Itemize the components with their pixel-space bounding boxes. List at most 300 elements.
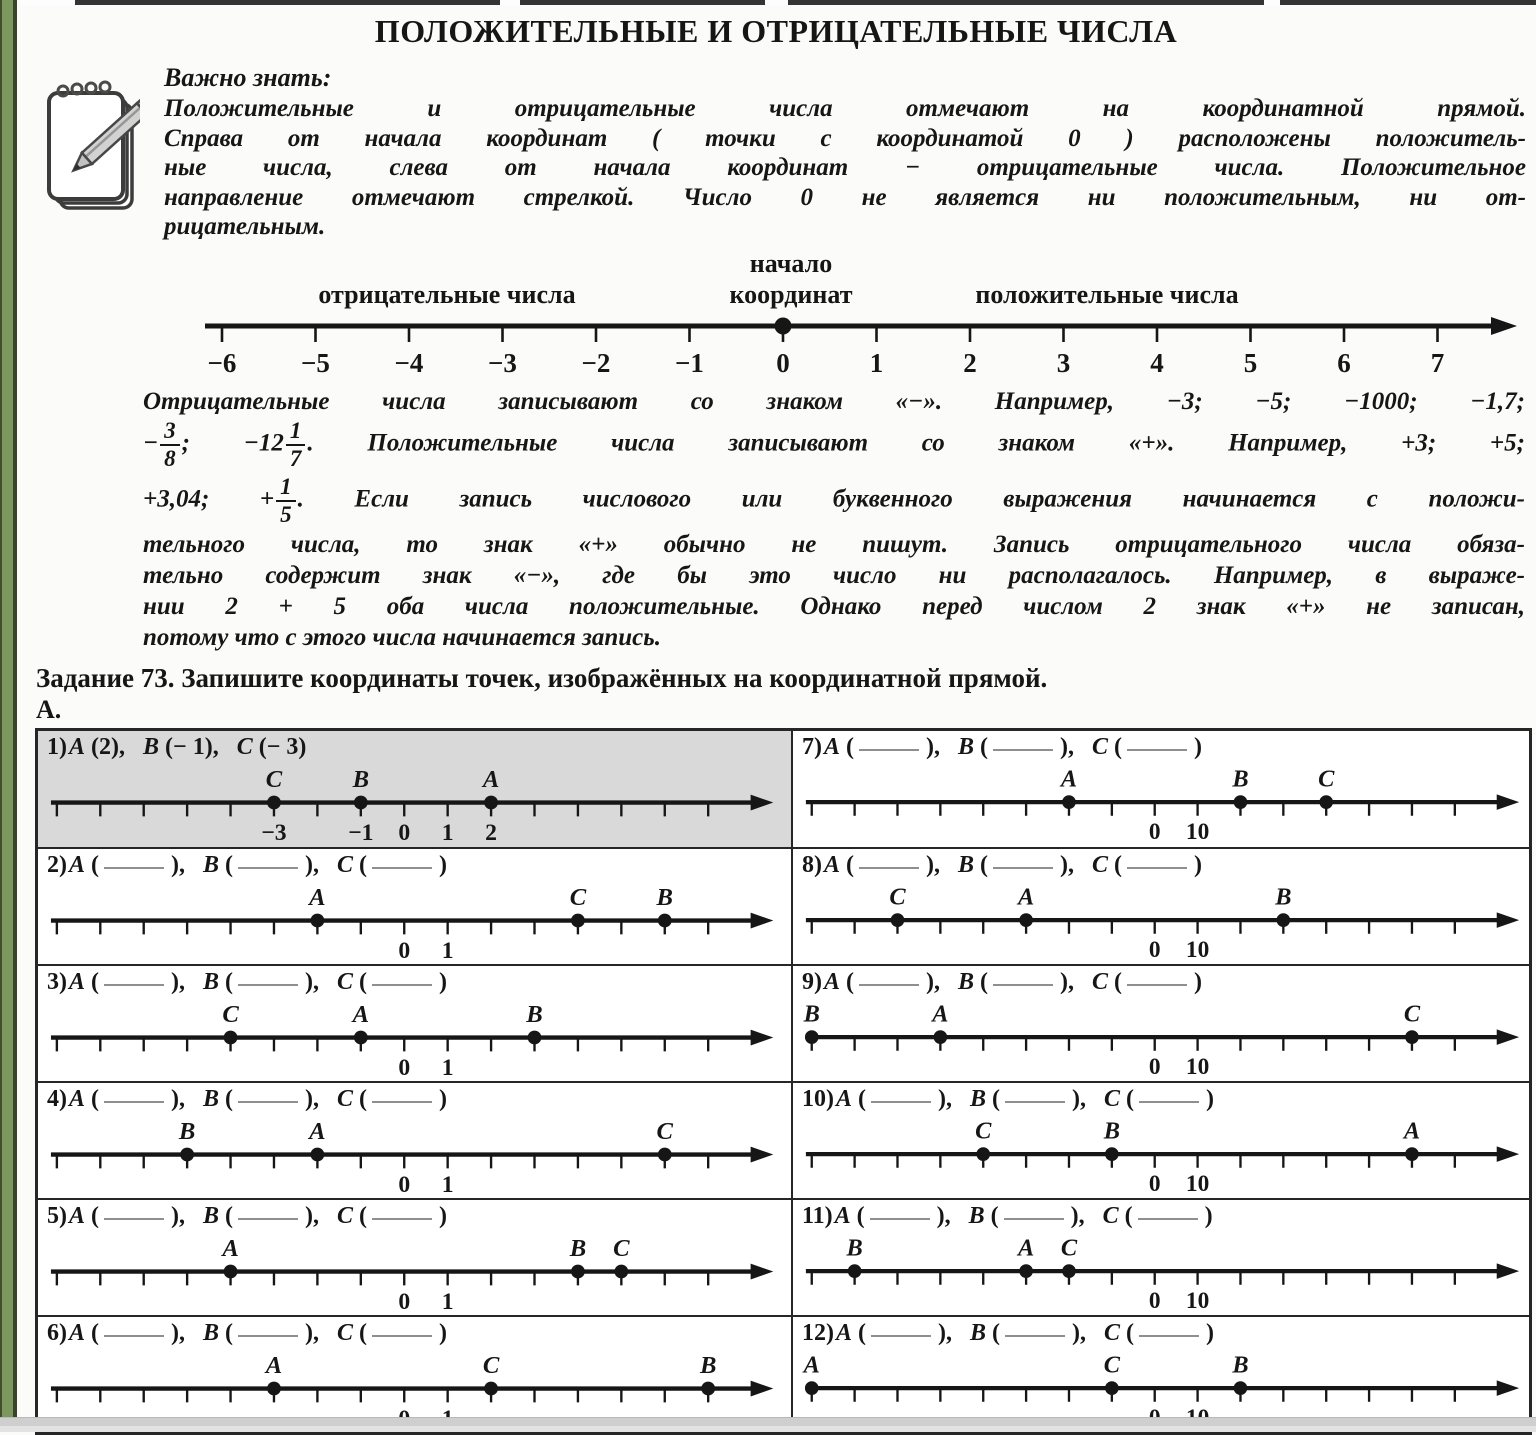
cell-number: 7) <box>801 733 822 760</box>
answer-blank <box>1139 1330 1199 1337</box>
point-letter: B <box>526 1000 543 1028</box>
paren: ) <box>298 733 307 760</box>
fraction-denominator: 7 <box>289 445 302 471</box>
point-letter: A <box>309 1117 326 1145</box>
fraction <box>276 474 296 528</box>
cell-number: 9) <box>801 969 822 996</box>
paren: ) <box>439 1319 448 1346</box>
cell-number: 3) <box>47 969 67 996</box>
paragraph-line <box>143 560 1525 591</box>
point-letter-label: B <box>203 1202 220 1229</box>
point-letter: C <box>1318 765 1335 793</box>
paren: ( <box>1108 733 1122 760</box>
paren: ( <box>85 969 100 996</box>
point-letter: C <box>656 1117 673 1145</box>
point-letter-label: A <box>69 1202 86 1229</box>
cell-number: 8) <box>801 852 822 879</box>
paren: ), <box>171 1086 192 1112</box>
page-edge-green-strip <box>0 0 17 1419</box>
text-run: . Если запись числового или буквенного выражения начинается с положи- <box>297 485 1525 513</box>
paren: ) <box>1194 733 1202 760</box>
scrollbar-track[interactable] <box>0 1417 1536 1432</box>
answer-blank <box>871 1330 931 1337</box>
main-line-tick-label: 7 <box>1430 347 1445 378</box>
paragraph-line <box>143 473 1525 529</box>
task-cell <box>38 847 791 964</box>
page-title: ПОЛОЖИТЕЛЬНЫЕ И ОТРИЦАТЕЛЬНЫЕ ЧИСЛА <box>374 13 1178 49</box>
paren: ) <box>1194 852 1202 879</box>
point-letter: B <box>1275 883 1292 911</box>
paren: ( <box>1118 1202 1133 1229</box>
cell-number-line <box>47 1000 785 1081</box>
point-letter: C <box>1403 1000 1421 1028</box>
negative-numbers-label: отрицательные числа <box>318 279 576 309</box>
paren: ( <box>353 1086 368 1112</box>
cell-header <box>802 1203 1523 1237</box>
paren: ), <box>171 969 192 996</box>
answer-blank <box>1127 744 1187 751</box>
paren: ( <box>159 733 174 760</box>
main-line-tick-label: 0 <box>776 347 790 378</box>
cell-tick-label: 2 <box>485 819 498 846</box>
paren: ), <box>1059 733 1080 760</box>
paren: ( <box>839 733 854 760</box>
paren: ), <box>1070 1202 1091 1229</box>
paren: ( <box>973 733 988 760</box>
cell-tick-label: 0 <box>1148 937 1161 964</box>
main-line-tick-label: 5 <box>1243 347 1258 378</box>
fraction-numerator: 1 <box>286 418 306 446</box>
cell-tick-label: 10 <box>1185 1171 1210 1198</box>
cell-tick-label: 1 <box>441 1288 454 1315</box>
positive-numbers-label: положительные числа <box>975 279 1239 309</box>
paragraph-line <box>143 622 1525 653</box>
paragraph-line <box>143 591 1525 622</box>
cell-tick-label: 1 <box>441 938 454 965</box>
point-letter: B <box>178 1117 196 1145</box>
answer-blank <box>993 862 1053 869</box>
fraction <box>160 418 180 472</box>
paren: ( <box>1120 1086 1134 1112</box>
paren: ( <box>353 1202 368 1229</box>
point-letter: B <box>1103 1117 1120 1145</box>
paren: ) <box>439 969 448 996</box>
text-run: . Положительные числа записывают со знаком «+». Например, +3; +5; <box>307 429 1525 457</box>
task-cell <box>791 1081 1529 1198</box>
point-letter-label: C <box>1103 1319 1120 1346</box>
point-letter: B <box>1232 765 1249 793</box>
point-letter: C <box>1060 1234 1078 1262</box>
paren: ( <box>85 733 100 760</box>
answer-blank <box>238 1330 298 1337</box>
text-run: нии 2 + 5 оба числа положительные. Однако перед числом 2 знак «+» не записан, <box>143 592 1525 620</box>
point-letter-label: B <box>969 1086 986 1112</box>
answer-blank <box>104 862 164 869</box>
fraction <box>286 418 306 472</box>
text-run: +3,04; + <box>143 485 275 513</box>
notepad-pencil-icon <box>20 62 164 242</box>
point-letter-label: A <box>69 733 86 760</box>
cell-number-line <box>47 884 785 965</box>
task-cell <box>791 1315 1529 1432</box>
main-line-tick-label: 6 <box>1337 347 1351 378</box>
answer-blank <box>372 1330 432 1337</box>
paren: ( <box>851 1086 866 1112</box>
point-letter: C <box>613 1234 630 1262</box>
paren: ( <box>85 1202 100 1229</box>
paren: ( <box>984 1202 999 1229</box>
task-cell <box>791 847 1529 964</box>
cell-header <box>802 1086 1523 1120</box>
worksheet-page <box>20 5 1532 1435</box>
paren: ( <box>353 852 368 879</box>
answer-blank <box>104 1330 164 1337</box>
answer-blank <box>859 744 919 751</box>
cell-tick-label: 0 <box>398 1288 411 1315</box>
main-line-tick-label: −5 <box>301 347 330 378</box>
answer-blank <box>104 979 164 986</box>
answer-blank <box>238 979 298 986</box>
point-letter-label: A <box>823 733 840 760</box>
paren: ( <box>85 1086 100 1112</box>
point-letter: B <box>1232 1351 1249 1379</box>
cell-tick-label: 0 <box>398 1172 411 1198</box>
point-letter: A <box>1017 1234 1035 1262</box>
paren: ( <box>219 1319 234 1346</box>
note-paragraph <box>164 94 1526 242</box>
task-cell <box>38 1081 791 1198</box>
cell-tick-label: −3 <box>261 819 287 846</box>
point-letter-label: B <box>957 969 974 996</box>
cell-tick-label: 10 <box>1185 937 1210 964</box>
cell-header <box>802 852 1523 886</box>
answer-blank <box>1005 1096 1065 1103</box>
coordinate-line-diagram <box>165 248 1535 378</box>
paragraph-line <box>143 386 1525 417</box>
paren: ), <box>925 852 946 879</box>
cell-number: 10) <box>801 1086 834 1112</box>
cell-number-line <box>802 883 1523 964</box>
paren: ), <box>171 1319 192 1346</box>
paren: ( <box>85 852 100 879</box>
answer-blank <box>238 1213 298 1220</box>
cell-number: 4) <box>47 1086 67 1112</box>
point-letter-label: B <box>203 969 220 996</box>
task-grid <box>35 728 1532 1435</box>
paren: ( <box>219 1202 234 1229</box>
point-letter: B <box>352 765 370 793</box>
answer-blank <box>993 744 1053 751</box>
point-letter: B <box>699 1351 717 1379</box>
paren: ( <box>1120 1319 1134 1346</box>
paren: ), <box>925 733 946 760</box>
point-letter-label: A <box>823 969 840 996</box>
task-cell <box>791 731 1529 848</box>
answer-blank <box>1005 1330 1065 1337</box>
cell-number-line <box>802 765 1523 845</box>
answer-blank <box>1127 862 1187 869</box>
cell-number-line <box>802 1000 1523 1081</box>
cell-tick-label: 1 <box>441 819 454 846</box>
coordinate-answer: − 3 <box>266 733 299 760</box>
origin-label-line2: координат <box>729 279 853 309</box>
paren: ) <box>439 852 448 879</box>
origin-label <box>730 248 853 310</box>
cell-number: 6) <box>47 1319 67 1346</box>
paren: ( <box>219 852 234 879</box>
point-letter-label: C <box>337 969 354 996</box>
answer-blank <box>993 979 1053 986</box>
answer-blank <box>1004 1213 1064 1220</box>
paren: ( <box>985 1319 1000 1346</box>
cell-header <box>47 969 785 1003</box>
fraction-numerator: 3 <box>160 418 180 446</box>
point-letter-label: B <box>968 1202 985 1229</box>
paren: ) <box>439 1202 448 1229</box>
paren: ( <box>353 1319 368 1346</box>
answer-blank <box>1138 1213 1198 1220</box>
fraction-denominator: 8 <box>164 445 176 471</box>
cell-tick-label: 0 <box>398 938 411 965</box>
point-letter-label: A <box>835 1086 852 1112</box>
paren: ), <box>1071 1086 1092 1112</box>
paren: ( <box>219 1086 234 1112</box>
point-letter: A <box>932 1000 949 1028</box>
cell-number: 1) <box>47 733 67 760</box>
paren: ( <box>839 852 854 879</box>
signs-explanation-paragraph <box>143 386 1525 653</box>
cell-header <box>47 1086 785 1120</box>
point-letter: A <box>1403 1117 1421 1145</box>
paren: ( <box>252 733 267 760</box>
point-letter: C <box>889 883 906 911</box>
cell-tick-label: 0 <box>1148 1287 1161 1314</box>
task-cell <box>38 731 791 848</box>
answer-blank <box>859 862 919 869</box>
paren: ( <box>1108 852 1122 879</box>
point-letter: C <box>265 765 283 793</box>
cell-tick-label: 10 <box>1185 818 1210 845</box>
paren: ), <box>305 1202 326 1229</box>
note-line: направление отмечают стрелкой. Число 0 не является ни положительным, ни от- <box>164 183 1526 211</box>
point-letter-label: B <box>957 852 974 879</box>
answer-blank <box>238 1096 298 1103</box>
main-line-tick-label: −6 <box>207 347 237 378</box>
answer-blank <box>870 1213 930 1220</box>
paren: ( <box>973 969 988 996</box>
task-cell <box>38 1315 791 1432</box>
main-number-line <box>165 304 1535 378</box>
answer-blank <box>859 979 919 986</box>
paren: ), <box>937 1319 958 1346</box>
cell-tick-label: 1 <box>441 1055 454 1081</box>
paren: ), <box>171 1202 192 1229</box>
paren: ( <box>973 852 988 879</box>
section-label: А. <box>36 694 62 724</box>
point-letter-label: A <box>834 1202 851 1229</box>
important-note-block <box>20 62 1532 242</box>
point-letter-label: B <box>203 852 220 879</box>
paren: ) <box>1194 969 1202 996</box>
paren: ( <box>353 969 368 996</box>
point-letter-label: C <box>337 1319 354 1346</box>
cell-number: 2) <box>47 852 67 879</box>
point-letter-label: B <box>203 1319 220 1346</box>
paren: ), <box>111 733 132 760</box>
point-letter: C <box>222 1000 239 1028</box>
answer-blank <box>372 1096 432 1103</box>
answer-blank <box>238 862 298 869</box>
point-letter-label: C <box>337 852 354 879</box>
point-letter-label: C <box>1103 1086 1120 1112</box>
fraction-numerator: 1 <box>276 474 296 502</box>
answer-blank <box>104 1213 164 1220</box>
paren: ), <box>936 1202 957 1229</box>
cell-tick-label: 0 <box>1148 1171 1161 1198</box>
paren: ), <box>305 852 326 879</box>
point-letter-label: C <box>1102 1202 1119 1229</box>
cell-header <box>47 734 785 768</box>
task-cell <box>791 964 1529 1081</box>
point-letter-label: A <box>69 1319 86 1346</box>
task-cell <box>38 964 791 1081</box>
answer-blank <box>871 1096 931 1103</box>
paren: ), <box>305 1319 326 1346</box>
paren: ) <box>439 1086 448 1112</box>
text-run: − <box>143 429 159 457</box>
point-letter-label: C <box>337 1202 354 1229</box>
cell-number-line <box>47 1117 785 1198</box>
paren: ) <box>1206 1319 1214 1346</box>
answer-blank <box>372 862 432 869</box>
point-letter-label: B <box>143 733 160 760</box>
cell-header <box>802 734 1523 768</box>
paren: ), <box>1059 969 1080 996</box>
text-run: тельного числа, то знак «+» обычно не пишут. Запись отрицательного числа обяза- <box>143 530 1525 558</box>
cell-header <box>47 852 785 886</box>
point-letter: A <box>482 765 500 793</box>
cell-header <box>802 969 1523 1003</box>
coordinate-answer: − 1 <box>173 733 205 760</box>
cell-number: 12) <box>801 1319 834 1346</box>
paren: ) <box>1204 1202 1213 1229</box>
point-letter-label: A <box>69 969 86 996</box>
paren: ), <box>1071 1319 1092 1346</box>
cell-number-line <box>802 1117 1523 1198</box>
point-letter-label: C <box>1091 969 1108 996</box>
main-line-tick-label: 2 <box>963 347 977 378</box>
paren: ), <box>204 733 225 760</box>
answer-blank <box>372 1213 432 1220</box>
task-cell <box>791 1198 1529 1315</box>
point-letter: C <box>975 1117 992 1145</box>
paren: ), <box>171 852 192 879</box>
point-letter-label: A <box>823 852 840 879</box>
answer-blank <box>1139 1096 1199 1103</box>
paren: ), <box>937 1086 958 1112</box>
note-line: ные числа, слева от начала координат − отрицательные числа. Положительное <box>164 154 1526 181</box>
paren: ( <box>851 1319 866 1346</box>
paren: ( <box>1108 969 1122 996</box>
point-letter: B <box>803 1000 820 1028</box>
paren: ), <box>305 1086 326 1112</box>
cell-tick-label: −1 <box>348 819 374 846</box>
point-letter-label: C <box>236 733 253 760</box>
note-line: Положительные и отрицательные числа отмечают на координатной прямой. <box>164 95 1526 122</box>
point-letter-label: A <box>69 1086 86 1112</box>
cell-number: 11) <box>801 1202 833 1229</box>
origin-label-line1: начало <box>749 248 833 278</box>
note-line: Справа от начала координат ( точки с координатой 0 ) расположены положитель- <box>164 124 1526 152</box>
point-letter: A <box>803 1351 820 1379</box>
point-letter: A <box>265 1351 283 1379</box>
cell-header <box>802 1320 1523 1354</box>
paren: ( <box>839 969 854 996</box>
point-letter-label: C <box>1091 852 1108 879</box>
point-letter: C <box>482 1351 500 1379</box>
cell-tick-label: 0 <box>398 1055 411 1081</box>
paren: ), <box>925 969 946 996</box>
point-letter: A <box>309 884 326 912</box>
paren: ( <box>85 1319 100 1346</box>
note-heading: Важно знать: <box>164 63 332 92</box>
coordinate-answer: 2 <box>99 733 112 760</box>
point-letter: B <box>569 1234 587 1262</box>
main-line-tick-label: −1 <box>675 347 704 378</box>
answer-blank <box>104 1096 164 1103</box>
cell-tick-label: 10 <box>1185 1054 1210 1081</box>
point-letter-label: B <box>957 733 974 760</box>
cell-number-line <box>47 765 785 846</box>
cell-number-line <box>47 1234 785 1315</box>
point-letter: B <box>656 884 673 912</box>
point-letter: A <box>352 1000 370 1028</box>
cell-header <box>47 1203 785 1237</box>
text-run: тельно содержит знак «−», где бы это число ни располагалось. Например, в выраже- <box>143 561 1525 589</box>
paren: ), <box>1059 852 1080 879</box>
paren: ( <box>219 969 234 996</box>
main-line-tick-label: 1 <box>869 347 884 378</box>
point-letter: A <box>1060 765 1078 793</box>
paren: ( <box>850 1202 865 1229</box>
point-letter: C <box>569 884 587 912</box>
point-letter-label: A <box>69 852 86 879</box>
point-letter: A <box>1017 883 1035 911</box>
fraction-denominator: 5 <box>280 501 292 527</box>
cell-tick-label: 0 <box>1148 1054 1161 1081</box>
point-letter: A <box>222 1234 239 1262</box>
answer-blank <box>372 979 432 986</box>
cell-tick-label: 10 <box>1185 1287 1210 1314</box>
main-line-tick-label: −2 <box>581 347 611 378</box>
point-letter-label: C <box>1091 733 1108 760</box>
main-line-tick-label: 4 <box>1150 347 1164 378</box>
point-letter: B <box>846 1234 863 1262</box>
paren: ), <box>305 969 326 996</box>
point-letter: C <box>1103 1351 1120 1379</box>
important-note-text <box>164 62 1532 242</box>
cell-header <box>47 1320 785 1354</box>
cell-tick-label: 0 <box>398 819 411 846</box>
cell-tick-label: 1 <box>441 1172 454 1198</box>
note-line: рицательным. <box>164 213 326 240</box>
text-run: потому что с этого числа начинается запись. <box>143 623 661 651</box>
task-heading: Задание 73. Запишите координаты точек, изображённых на координатной прямой. <box>36 662 1048 693</box>
paren: ( <box>985 1086 1000 1112</box>
answer-blank <box>1127 979 1187 986</box>
paragraph-line <box>143 529 1525 560</box>
main-line-tick-label: −3 <box>488 347 517 378</box>
